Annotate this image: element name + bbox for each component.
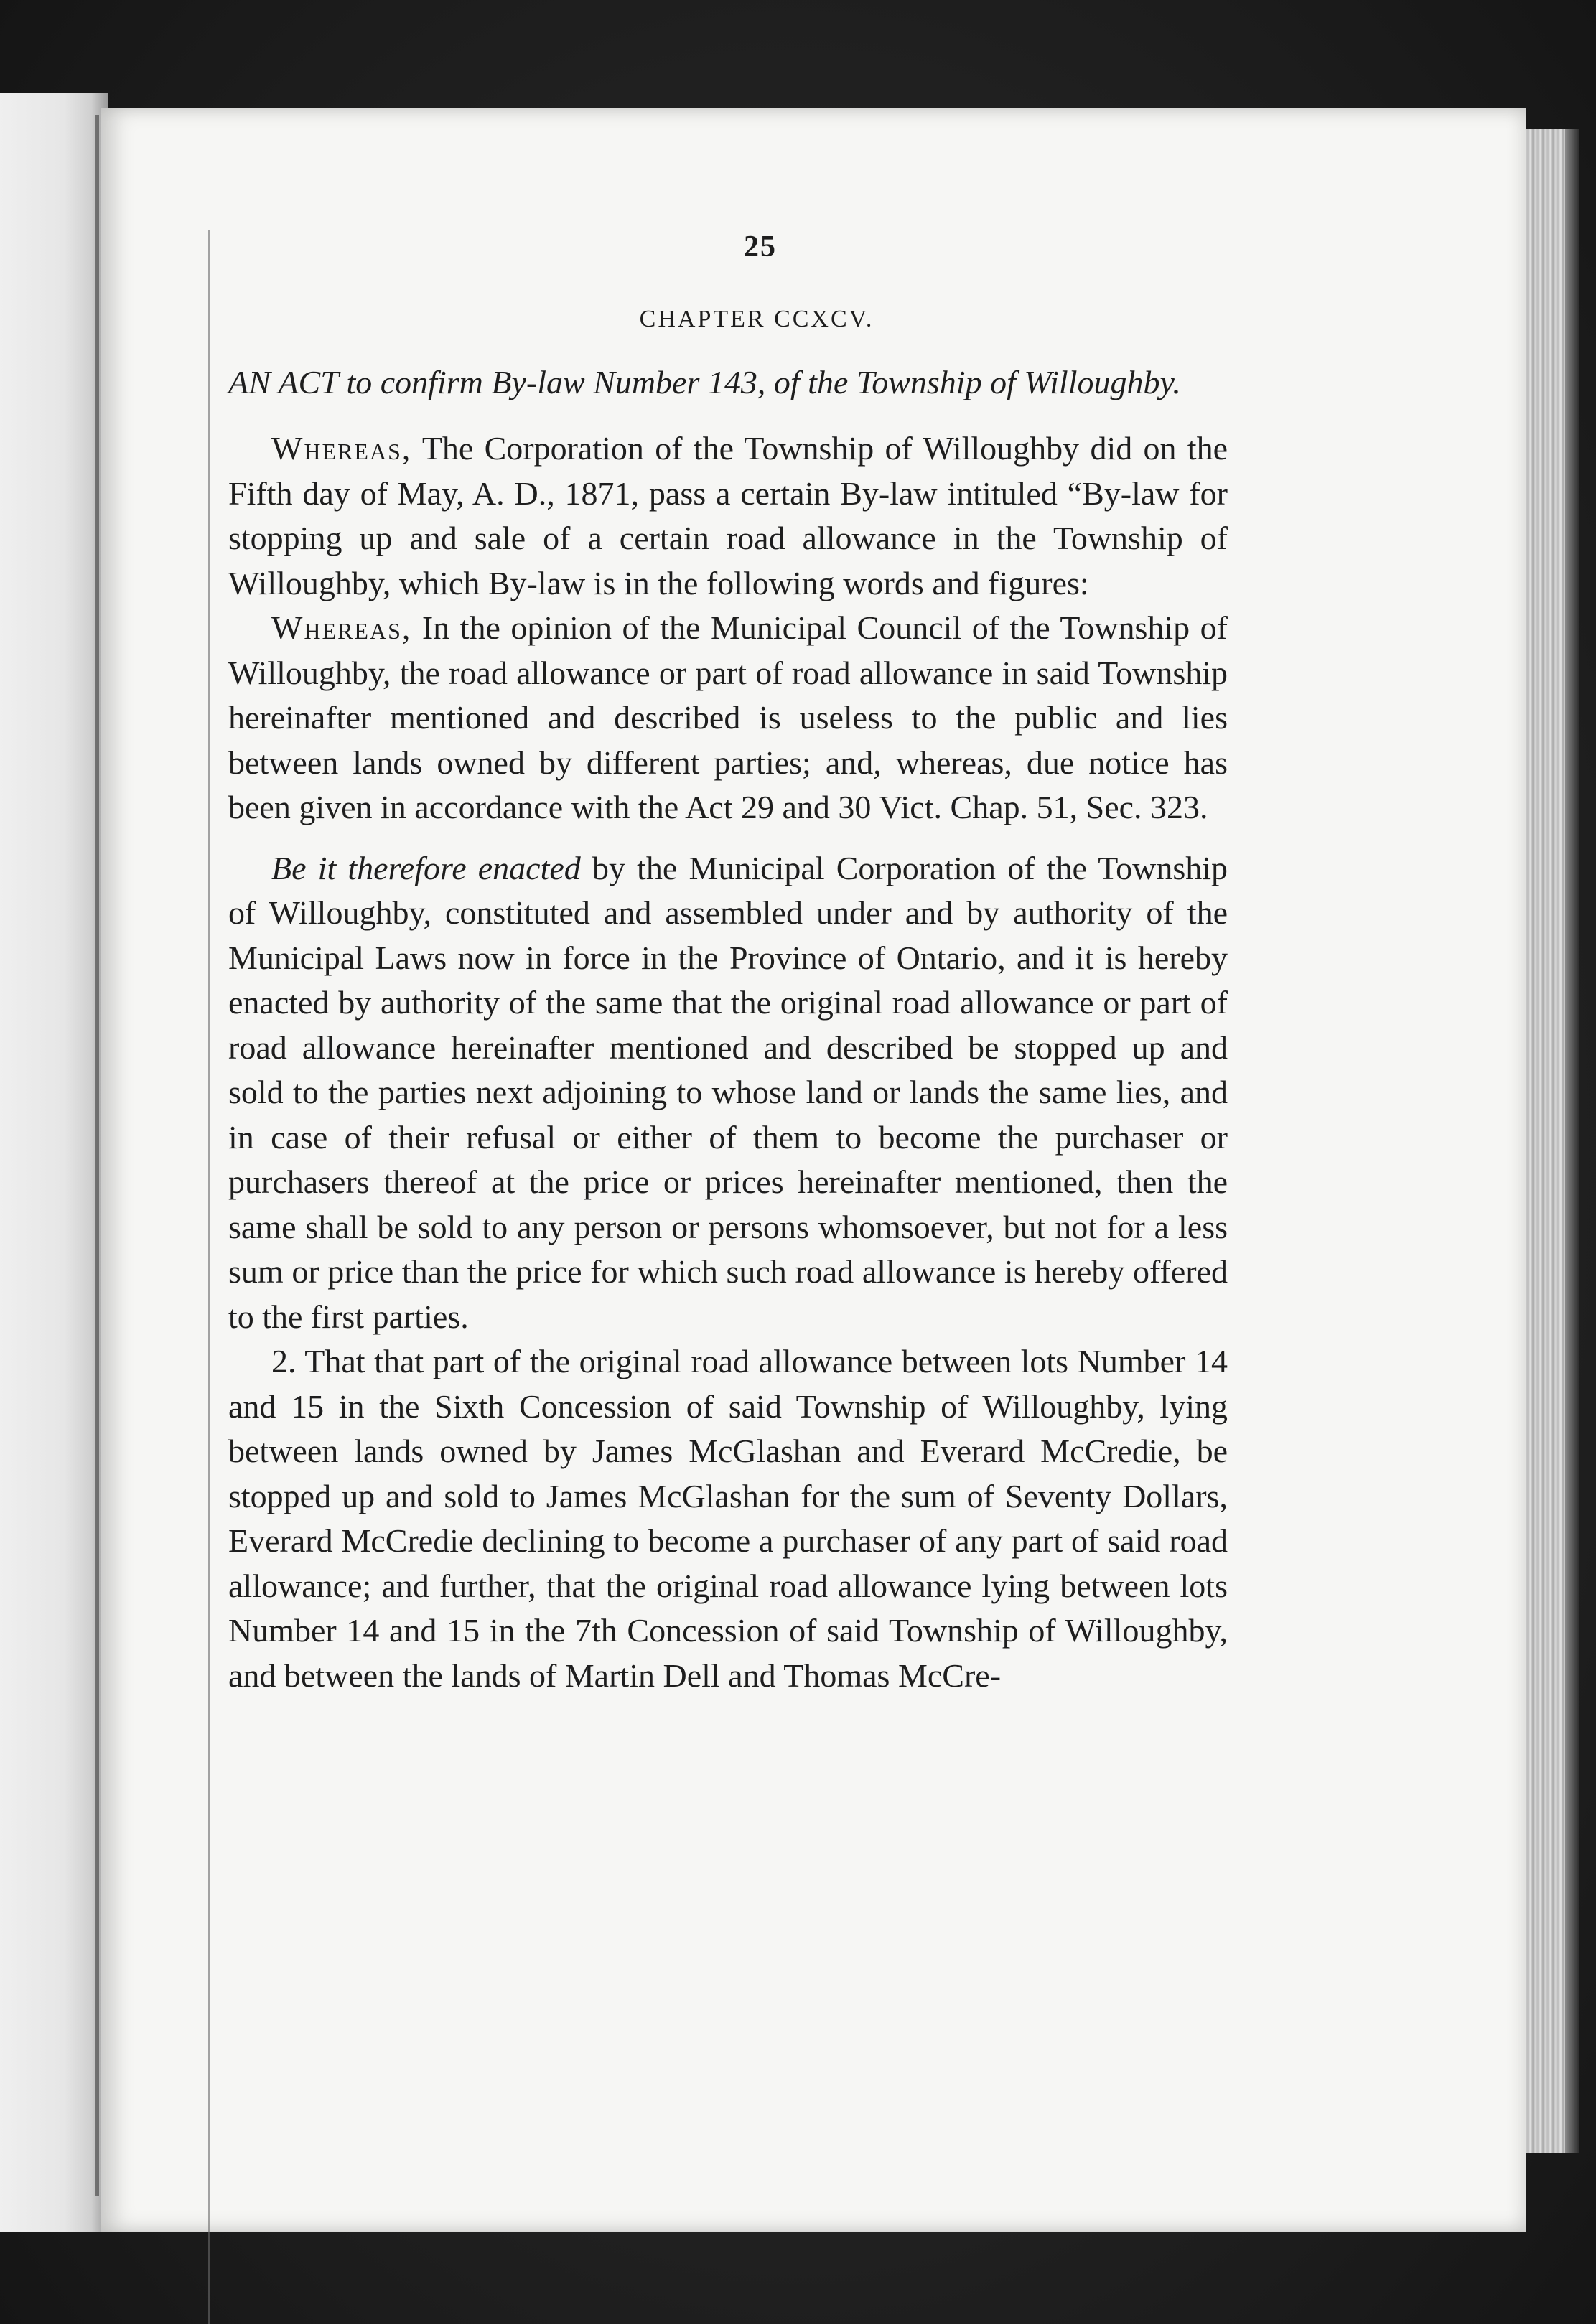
paragraph-text: by the Municipal Corporation of the Township of Willoughby, constituted and assembled under and by authority of the Municipal Laws now in force in the Province of Ontario, and it is hereby enacted by authority of the same that the original road allowance or part of road allowance hereinafter mentioned and described be stopped up and sold to the parties next adjoining to whose land or lands the same lies, and in case of their refusal or either of them to become the purchaser or purchasers thereof at the price or prices hereinafter mentioned, then the same shall be sold to any person or persons whomsoever, but not for a less sum or price than the price for which such road allowance is hereby offered to the first parties.: [228, 849, 1228, 1335]
paragraph-lead: Whereas,: [271, 430, 412, 467]
previous-page-edge: [0, 93, 108, 2232]
paragraph-whereas-2: [228, 606, 1228, 830]
paragraph-whereas-1: [228, 426, 1228, 606]
paragraph-lead: 2.: [271, 1343, 297, 1379]
page-content: [228, 230, 1228, 1698]
gutter-line: [208, 230, 210, 2324]
page-number: 25: [744, 230, 777, 263]
paragraph-lead: Be it therefore enacted: [271, 849, 581, 886]
act-title: AN ACT to confirm By-law Number 143, of the Township of Willoughby.: [228, 364, 1181, 400]
chapter-heading: CHAPTER CCXCV.: [639, 306, 874, 332]
paragraph-lead: Whereas,: [271, 609, 412, 646]
paragraph-text: That that part of the original road allowance between lots Number 14 and 15 in the Sixth Concession of said Township of Willoughby, lying between lands owned by James McGlashan and Everard McCredie, be stopped up and sold to James McGlashan for the sum of Seventy Dollars, Everard McCredie declining to become a purchaser of any part of said road allowance; and further, that the original road allowance lying between lots Number 14 and 15 in the 7th Concession of said Township of Willoughby, and between the lands of Martin Dell and Thomas McCre-: [228, 1343, 1228, 1694]
paragraph-enactment: [228, 846, 1228, 1340]
page-stack-shadow: [1565, 129, 1579, 2153]
paragraph-text: The Corporation of the Township of Willoughby did on the Fifth day of May, A. D., 1871, pass a certain By-law intituled “By-law for stopping up and sale of a certain road allowance in the Township of Willoughby, which By-law is in the following words and figures:: [228, 430, 1228, 601]
paragraph-text: In the opinion of the Municipal Council of the Township of Willoughby, the road allowance or part of road allowance in said Township hereinafter mentioned and described is useless to the public and lies between lands owned by different parties; and, whereas, due notice has been given in accordance with the Act 29 and 30 Vict. Chap. 51, Sec. 323.: [228, 609, 1228, 825]
binding-shadow: [95, 115, 99, 2196]
paragraph-section-2: [228, 1339, 1228, 1698]
